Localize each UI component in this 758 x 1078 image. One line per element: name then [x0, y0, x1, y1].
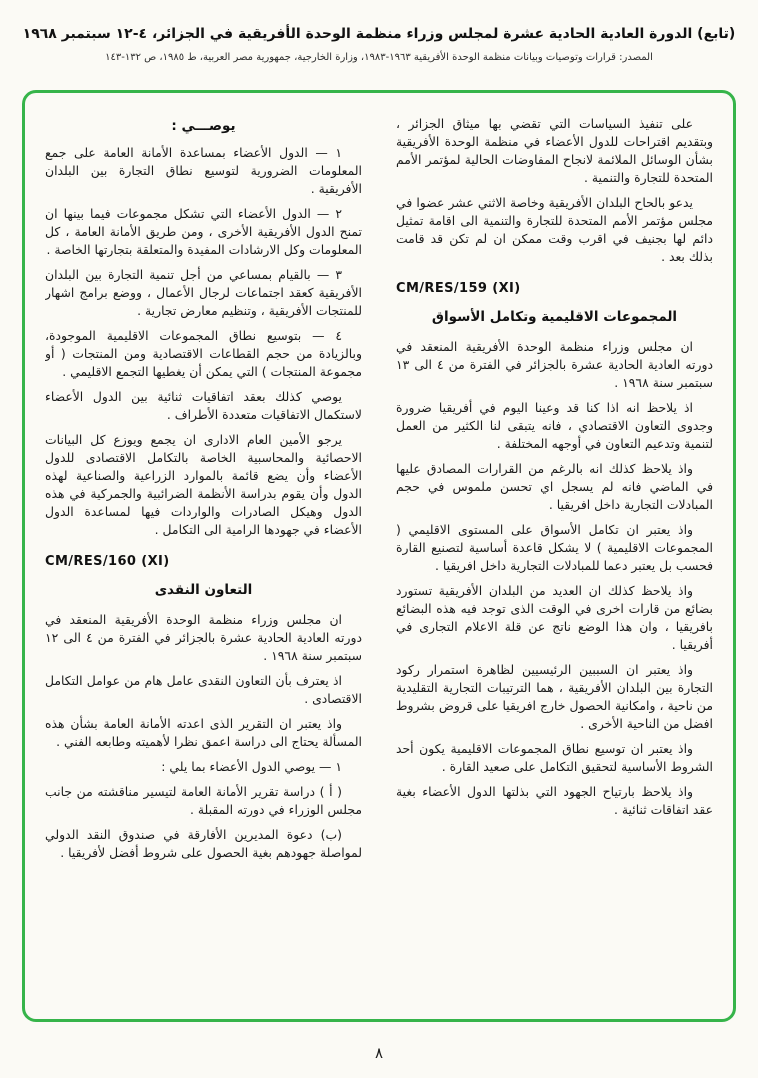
- two-column-layout: [45, 115, 713, 1005]
- paragraph-policies: على تنفيذ السياسات التي تقضي بها ميثاق الجزائر ، وبتقديم اقتراحات للدول الأعضاء في منظمة الوحدة الأفريقية بشأن الوسائل الملائمة لانجاح المفاوضات الحالية لمؤتمر الأمم المتحدة للتجارة والتنمية .: [396, 116, 713, 185]
- resolution-title-159: المجموعات الاقليمية وتكامل الأسواق: [431, 309, 678, 325]
- paragraph-noting-trade-volume: واذ يلاحظ كذلك انه بالرغم من القرارات المصادق عليها في الماضي فانه لم يسجل اي تحسن ملموس في حجم المبادلات التجارية داخل افريقيا .: [396, 461, 713, 512]
- list-item-3: ٣ — بالقيام بمساعي من أجل تنمية التجارة بين البلدان الأفريقية كعقد اجتماعات لرجال الأعمال ، ووضع برامج اشهار للمنتجات الأفريقية ، وتنظيم معارض تجارية .: [45, 267, 362, 318]
- page-number: ٨: [374, 1044, 384, 1062]
- paragraph-noting-imports: واذ يلاحظ كذلك ان العديد من البلدان الأفريقية تستورد بضائع من قارات اخرى في الوقت الذى توجد فيه هذه البضائع بافريقيا ، وان هذا الوضع ناتج عن قلة الاعلام التجارى في أفريقيا .: [396, 583, 713, 652]
- paragraph-also-recommends: يوصي كذلك بعقد اتفاقيات ثنائية بين الدول الأعضاء لاستكمال الاتفاقيات متعددة الأطراف .: [45, 389, 362, 422]
- paragraph-council-session-160: ان مجلس وزراء منظمة الوحدة الأفريقية المنعقد في دورته العادية الحادية عشرة بالجزائر في الفترة من ٤ الى ١٢ سبتمبر سنة ١٩٦٨ .: [45, 612, 362, 663]
- header-session-title: (تابع) الدورة العادية الحادية عشرة لمجلس وزراء منظمة الوحدة الأفريقية في الجزائر، ٤-١٢ سبتمبر ١٩٦٨: [22, 26, 736, 42]
- paragraph-recommend-intro: ١ — يوصي الدول الأعضاء بما يلي :: [161, 759, 342, 774]
- resolution-title-160: التعاون النقدى: [154, 582, 253, 598]
- resolution-code-159: CM/RES/159 (XI): [396, 281, 521, 296]
- column-right: [396, 115, 713, 1005]
- header-source-line: المصدر: قرارات وتوصيات وبيانات منظمة الوحدة الأفريقية ١٩٦٣-١٩٨٣، وزارة الخارجية، جمهورية مصر العربية، ط ١٩٨٥، ص ١٣٢-١٤٣: [105, 52, 653, 63]
- paragraph-recognizing-monetary-cooperation: اذ يعترف بأن التعاون النقدى عامل هام من عوامل التكامل الاقتصادى .: [45, 673, 362, 706]
- paragraph-considering-report: واذ يعتبر ان التقرير الذى اعدته الأمانة العامة بشأن هذه المسألة يحتاج الى دراسة اعمق نظرا لأهميته وطابعه الفني .: [45, 716, 362, 749]
- list-item-a: ( أ ) دراسة تقرير الأمانة العامة لتيسير مناقشته من جانب مجلس الوزراء في دورته المقبلة .: [45, 784, 362, 817]
- list-item-b: (ب) دعوة المديرين الأفارقة في صندوق النقد الدولي لمواصلة جهودهم بغية الحصول على شروط أفضل لأفريقيا .: [45, 827, 362, 860]
- list-item-1: ١ — الدول الأعضاء بمساعدة الأمانة العامة على جمع المعلومات الضرورية لتوسيع نطاق التجارة بين البلدان الأفريقية .: [45, 145, 362, 196]
- resolution-code-160: CM/RES/160 (XI): [45, 554, 170, 569]
- paragraph-urges-representation: يدعو بالحاح البلدان الأفريقية وخاصة الاثني عشر عضوا في مجلس مؤتمر الأمم المتحدة للتجارة والتنمية الى اقامة تمثيل دائم لها بجنيف في اقرب وقت ممكن ان لم تكن قد قامت بذلك بعد .: [396, 195, 713, 264]
- paragraph-considering-stagnation-causes: واذ يعتبر ان السببين الرئيسيين لظاهرة استمرار ركود التجارة بين البلدان الأفريقية ، هما الترتيبات التجارية التقليدية من ناحية ، وامكانية الحصول خارج افريقيا على قروض بشروط افضل من الناحية الأخرى .: [396, 662, 713, 731]
- heading-recommends: يوصـــي :: [171, 118, 236, 134]
- column-left: [45, 115, 362, 1005]
- paragraph-considering-groupings-expansion: واذ يعتبر ان توسيع نطاق المجموعات الاقليمية يكون أحد الشروط الأساسية لتحقيق التكامل على صعيد القارة .: [396, 741, 713, 774]
- list-item-4: ٤ — بتوسيع نطاق المجموعات الاقليمية الموجودة، وبالزيادة من حجم القطاعات الاقتصادية ومن المنتجات ( أو مجموعة المنتجات ) التي يمكن أن يغطيها التجمع الاقليمي .: [45, 328, 362, 379]
- paragraph-considering-market-integration: واذ يعتبر ان تكامل الأسواق على المستوى الاقليمي ( المجموعات الاقليمية ) لا يشكل قاعدة أساسية لتصنيع القارة فحسب بل يعتبر دعما للمبادلات التجارية داخل افريقيا .: [396, 522, 713, 573]
- list-item-2: ٢ — الدول الأعضاء التي تشكل مجموعات فيما بينها ان تمنح الدول الأفريقية الأخرى ، ومن طريق الأمانة العامة ، كل المعلومات وكل الارشادات المفيدة والمتعلقة بتجارتها الخاصة .: [45, 206, 362, 257]
- content-frame: [22, 90, 736, 1022]
- paragraph-requests-secretary-general: يرجو الأمين العام الادارى ان يجمع ويوزع كل البيانات الاحصائية والمحاسبية الخاصة بالتكامل الاقتصادى للدول الأعضاء وأن يضع قائمة بالموارد الزراعية والصناعية لهذه الدول وأن يقوم بدراسة الأنظمة الضرائبية والجمركية في هذه الدول وهيكل الصادرات والواردات فيها لمساعدة الدول الأعضاء في جهودها الرامية الى التكامل .: [45, 432, 362, 537]
- paragraph-noting-bilateral-efforts: واذ يلاحظ بارتياح الجهود التي بذلتها الدول الأعضاء بغية عقد اتفاقات ثنائية .: [396, 784, 713, 817]
- paragraph-noting-cooperation: اذ يلاحظ انه اذا كنا قد وعينا اليوم في أفريقيا ضرورة وجدوى التعاون الاقتصادي ، فانه يتبقى لنا الكثير من العمل لتنمية وتدعيم التعاون في أوجهه المختلفة .: [396, 400, 713, 451]
- document-header: [0, 0, 758, 63]
- paragraph-council-session-159: ان مجلس وزراء منظمة الوحدة الأفريقية المنعقد في دورته العادية الحادية عشرة بالجزائر في الفترة من ٤ الى ١٣ سبتمبر سنة ١٩٦٨ .: [396, 339, 713, 390]
- document-footer: [0, 1043, 758, 1062]
